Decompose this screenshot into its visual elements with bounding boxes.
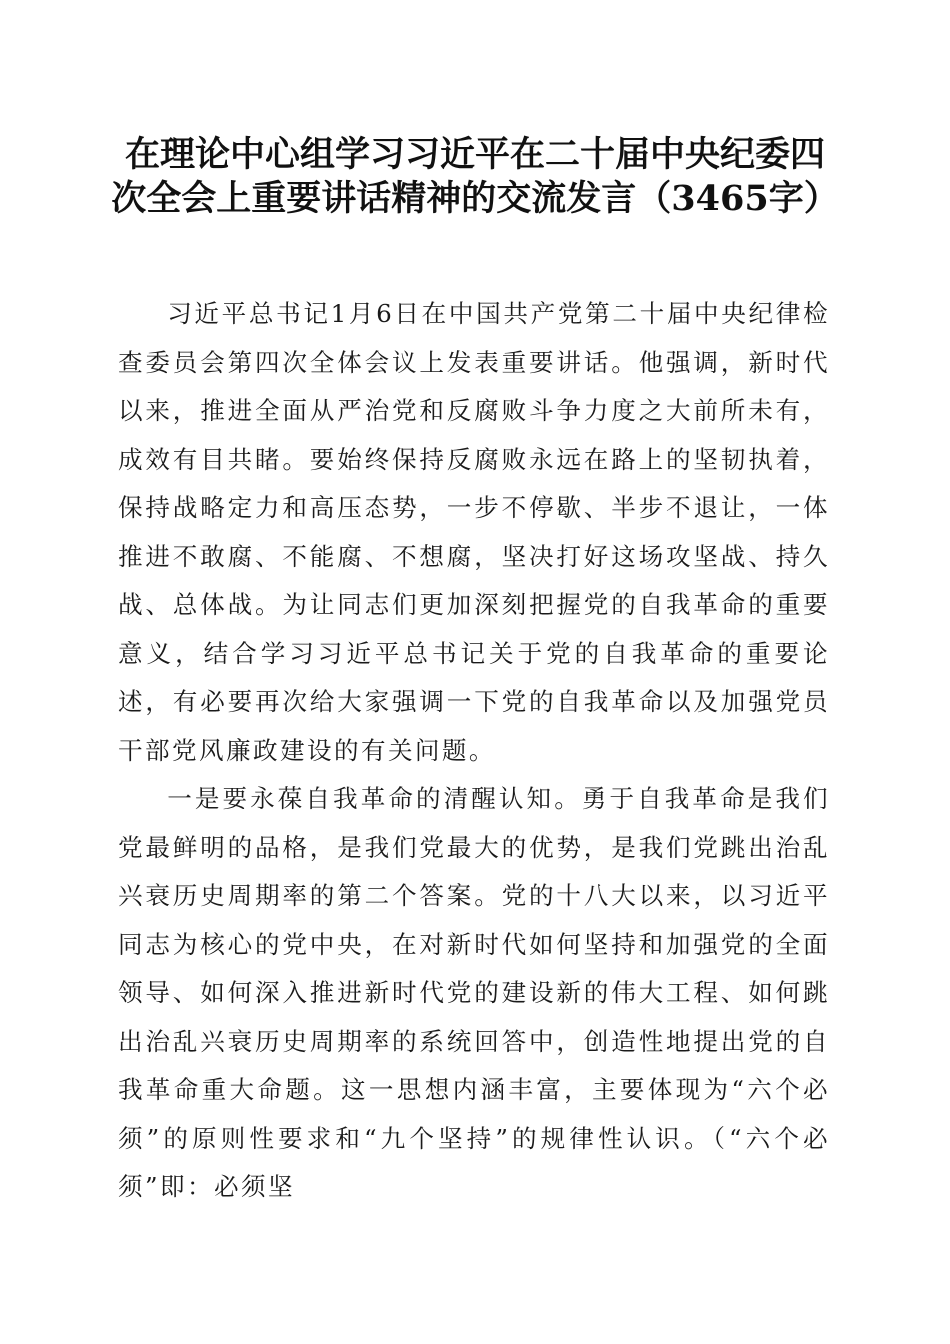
- document-body: [118, 290, 830, 1212]
- body-paragraph-point-one: 一是要永葆自我革命的清醒认知。勇于自我革命是我们党最鲜明的品格，是我们党最大的优势，是我们党跳出治乱兴衰历史周期率的第二个答案。党的十八大以来，以习近平同志为核心的党中央，在对新时代如何坚持和加强党的全面领导、如何深入推进新时代党的建设新的伟大工程、如何跳出治乱兴衰历史周期率的系统回答中，创造性地提出党的自我革命重大命题。这一思想内涵丰富，主要体现为“六个必须”的原则性要求和“九个坚持”的规律性认识。（“六个必须”即：必须坚: [118, 784, 830, 1201]
- document-title: 在理论中心组学习习近平在二十届中央纪委四次全会上重要讲话精神的交流发言（3465字）: [111, 134, 839, 219]
- body-paragraph-intro: 习近平总书记1月6日在中国共产党第二十届中央纪律检查委员会第四次全体会议上发表重要讲话。他强调，新时代以来，推进全面从严治党和反腐败斗争力度之大前所未有，成效有目共睹。要始终保持反腐败永远在路上的坚韧执着，保持战略定力和高压态势，一步不停歇、半步不退让，一体推进不敢腐、不能腐、不想腐，坚决打好这场攻坚战、持久战、总体战。为让同志们更加深刻把握党的自我革命的重要意义，结合学习习近平总书记关于党的自我革命的重要论述，有必要再次给大家强调一下党的自我革命以及加强党员干部党风廉政建设的有关问题。: [118, 299, 830, 765]
